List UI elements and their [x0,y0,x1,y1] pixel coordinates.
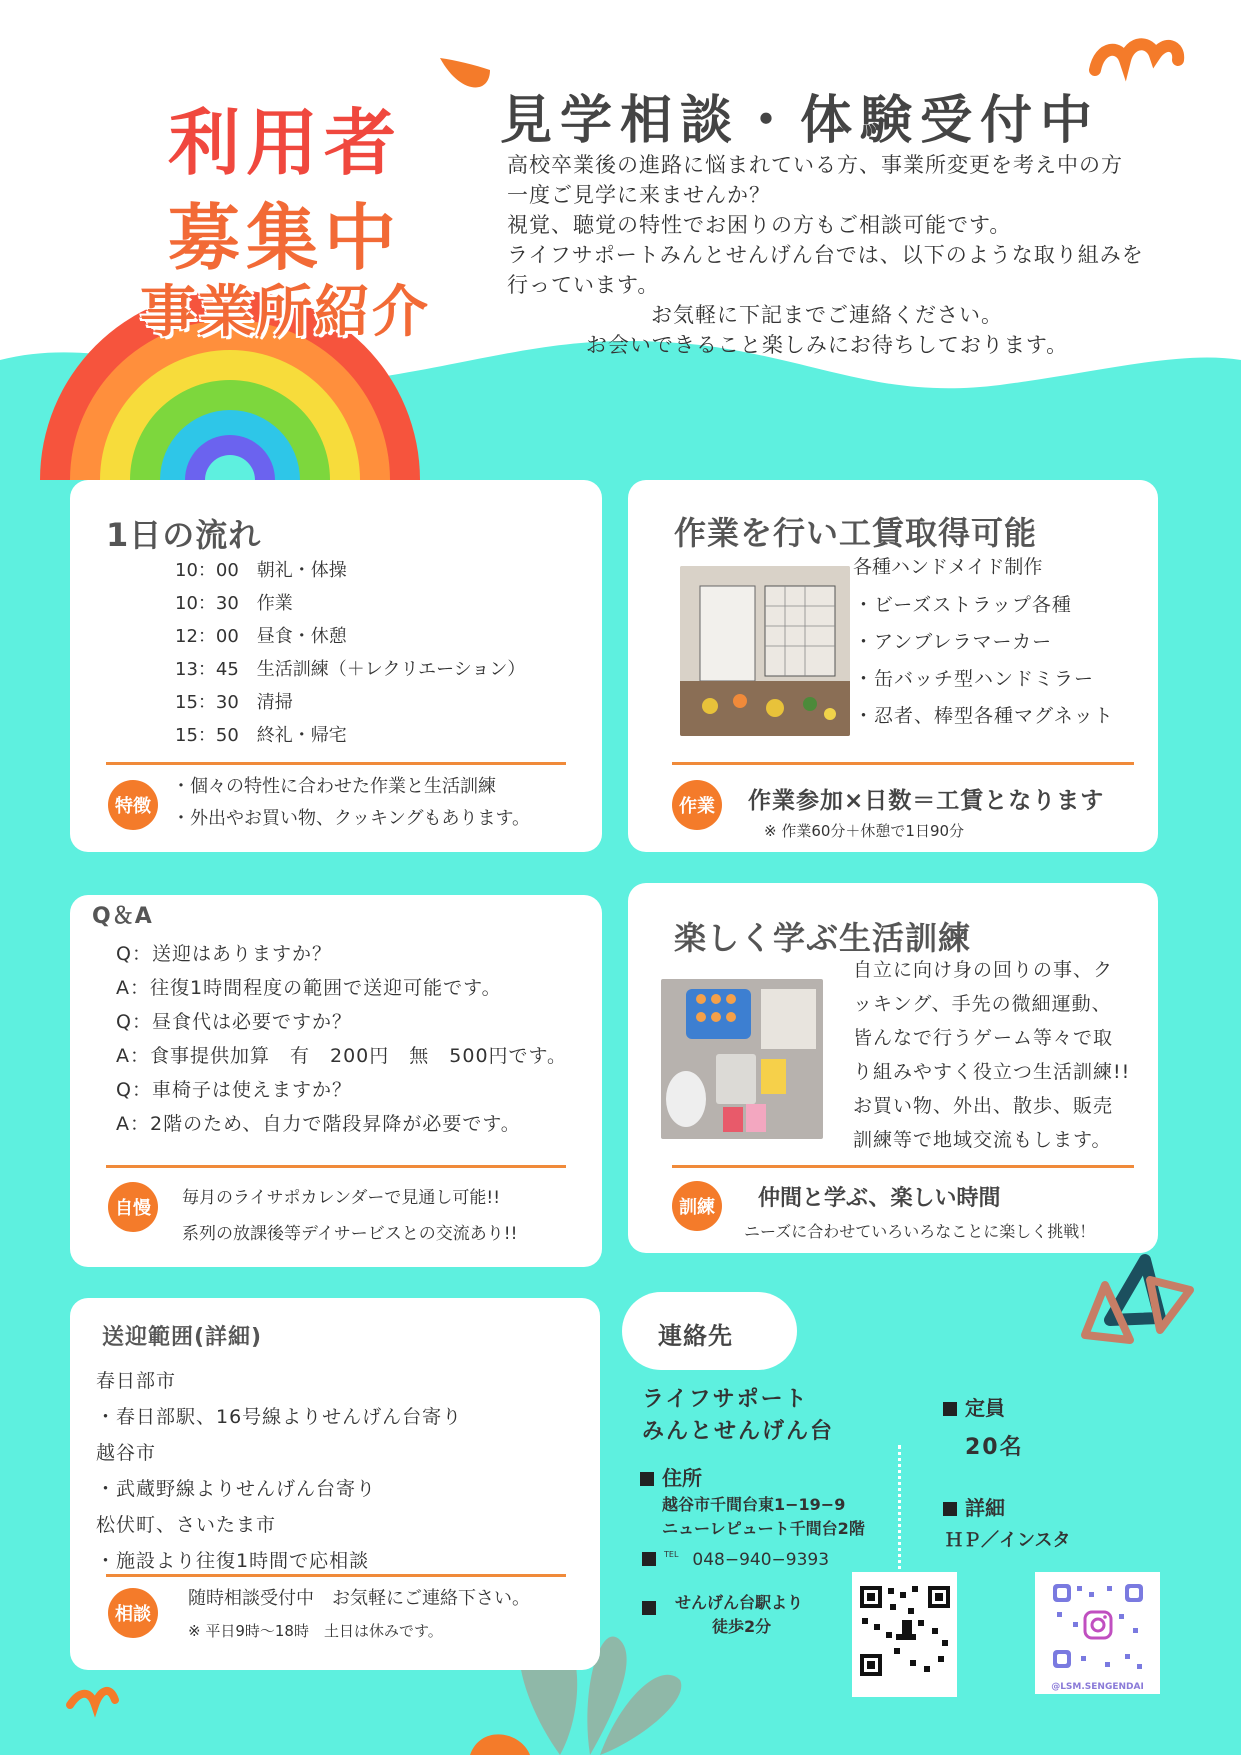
qa-row: Q：車椅子は使えますか？ [116,1079,352,1101]
pride-note: 毎月のライサポカレンダーで見通し可能!! [182,1188,501,1208]
schedule-row: 13：45 生活訓練（＋レクリエーション） [175,659,526,680]
website-qr-code[interactable] [852,1572,957,1697]
intro-line: 行っています。 [507,273,660,297]
tel-number[interactable]: 048−940−9393 [692,1550,830,1570]
divider [106,1574,566,1577]
pride-badge: 自慢 [108,1182,158,1232]
wage-footnote: ※ 作業60分＋休憩で1日90分 [764,822,965,840]
work-item: ・忍者、棒型各種マグネット [854,705,1114,727]
schedule-card [70,480,602,852]
crafts-photo [680,566,850,736]
qa-card [70,895,602,1267]
transport-row: 春日部市 [96,1370,177,1392]
schedule-row: 12：00 昼食・休憩 [175,626,347,647]
divider [672,762,1134,765]
divider [106,762,566,765]
bullet-square-icon [943,1402,957,1416]
training-line: お買い物、外出、散歩、販売 [853,1095,1114,1117]
work-title: 作業を行い工賃取得可能 [674,514,1038,552]
qa-row: A：食事提供加算 有 200円 無 500円です。 [116,1045,568,1067]
divider [106,1165,566,1168]
work-item: ・ビーズストラップ各種 [854,594,1072,616]
address-line1: 越谷市千間台東1−19−9 [662,1495,846,1514]
schedule-row: 15：50 終礼・帰宅 [175,725,347,746]
recruit-heading-line2: 募集中 [167,196,402,280]
main-title: 見学相談・体験受付中 [500,91,1101,151]
consult-note: ※ 平日9時～18時 土日は休みです。 [188,1622,443,1640]
training-tagline: 仲間と学ぶ、楽しい時間 [758,1186,1001,1211]
intro-line: 高校卒業後の進路に悩まれている方、事業所変更を考え中の方 [507,153,1123,177]
consult-note: 随時相談受付中 お気軽にご連絡下さい。 [188,1588,530,1609]
training-card [628,883,1158,1253]
consult-badge: 相談 [108,1588,158,1638]
qa-row: Q：昼食代は必要ですか？ [116,1011,352,1033]
intro-line: お会いできること楽しみにお待ちしております。 [585,333,1069,357]
transport-row: 松伏町、さいたま市 [96,1514,277,1536]
access-line1: せんげん台駅より [675,1593,804,1612]
address-line2: ニューレピュート千間台2階 [662,1519,865,1538]
divider [672,1165,1134,1168]
intro-line: お気軽に下記までご連絡ください。 [651,303,1003,327]
capacity-value: 20名 [965,1435,1024,1460]
transport-row: ・武蔵野線よりせんげん台寄り [96,1478,377,1500]
qa-title: Q＆A [92,904,153,929]
details-value[interactable]: ＨＰ／インスタ [945,1530,1071,1551]
org-name-line2: みんとせんげん台 [642,1419,835,1444]
schedule-row: 10：00 朝礼・体操 [175,560,347,581]
feature-badge: 特徴 [108,780,158,830]
feature-note: ・個々の特性に合わせた作業と生活訓練 [172,776,496,797]
access-bullet [642,1598,664,1619]
org-name-line1: ライフサポート [642,1387,809,1412]
tel-row: $^{TEL}$ 048−940−9393 [642,1550,829,1570]
instagram-qr-code[interactable] [1035,1572,1160,1694]
bullet-square-icon [640,1472,654,1486]
qa-row: A：往復1時間程度の範囲で送迎可能です。 [116,977,502,999]
access-line2: 徒歩2分 [712,1617,772,1636]
transport-title: 送迎範囲(詳細) [102,1325,263,1350]
instagram-handle: @LSM.SENGENDAI [1051,1682,1144,1692]
intro-line: 視覚、聴覚の特性でお困りの方もご相談可能です。 [507,213,1012,237]
capacity-label: 定員 [943,1392,1005,1421]
training-title: 楽しく学ぶ生活訓練 [674,919,972,957]
training-subline: ニーズに合わせていろいろなことに楽しく挑戦！ [744,1222,1096,1241]
work-item: ・アンブレラマーカー [854,631,1053,653]
training-line: 皆んなで行うゲーム等々で取 [853,1027,1114,1049]
intro-line: 一度ご見学に来ませんか？ [507,183,771,207]
intro-line: ライフサポートみんとせんげん台では、以下のような取り組みを [507,243,1144,267]
training-line: ッキング、手先の微細運動、 [853,993,1112,1015]
transport-row: 越谷市 [96,1442,157,1464]
schedule-row: 10：30 作業 [175,593,293,614]
schedule-title: 1日の流れ [106,516,262,554]
training-line: 訓練等で地域交流もします。 [853,1129,1112,1151]
bullet-square-icon [642,1601,656,1615]
transport-row: ・春日部駅、16号線よりせんげん台寄り [96,1406,463,1428]
transport-card [70,1298,600,1670]
qa-row: A：2階のため、自力で階段昇降が必要です。 [116,1113,521,1135]
feature-note: ・外出やお買い物、クッキングもあります。 [172,808,531,829]
training-photo [661,979,823,1139]
leaf-icon [440,58,490,87]
work-item: ・缶バッチ型ハンドミラー [854,668,1095,690]
qa-row: Q：送迎はありますか？ [116,943,332,965]
work-card [628,480,1158,852]
bullet-square-icon [642,1552,656,1566]
address-label: 住所 [640,1462,702,1491]
training-line: り組みやすく役立つ生活訓練!! [853,1061,1131,1083]
wage-formula: 作業参加×日数＝工賃となります [748,788,1105,814]
squiggle-icon [1095,44,1178,70]
intro-text [507,150,1207,360]
recruit-heading-line1: 利用者 [167,101,402,185]
transport-row: ・施設より往復1時間で応相談 [96,1550,370,1572]
schedule-row: 15：30 清掃 [175,692,293,713]
recruit-heading-line3: 事業所紹介 [140,280,430,345]
pride-note: 系列の放課後等デイサービスとの交流あり!! [182,1224,518,1244]
contact-title: 連絡先 [658,1322,733,1350]
training-badge: 訓練 [672,1181,722,1231]
work-subtitle: 各種ハンドメイド制作 [853,556,1043,578]
training-line: 自立に向け身の回りの事、ク [853,959,1114,981]
work-badge: 作業 [672,780,722,830]
bullet-square-icon [943,1502,957,1516]
details-label: 詳細 [943,1492,1005,1521]
